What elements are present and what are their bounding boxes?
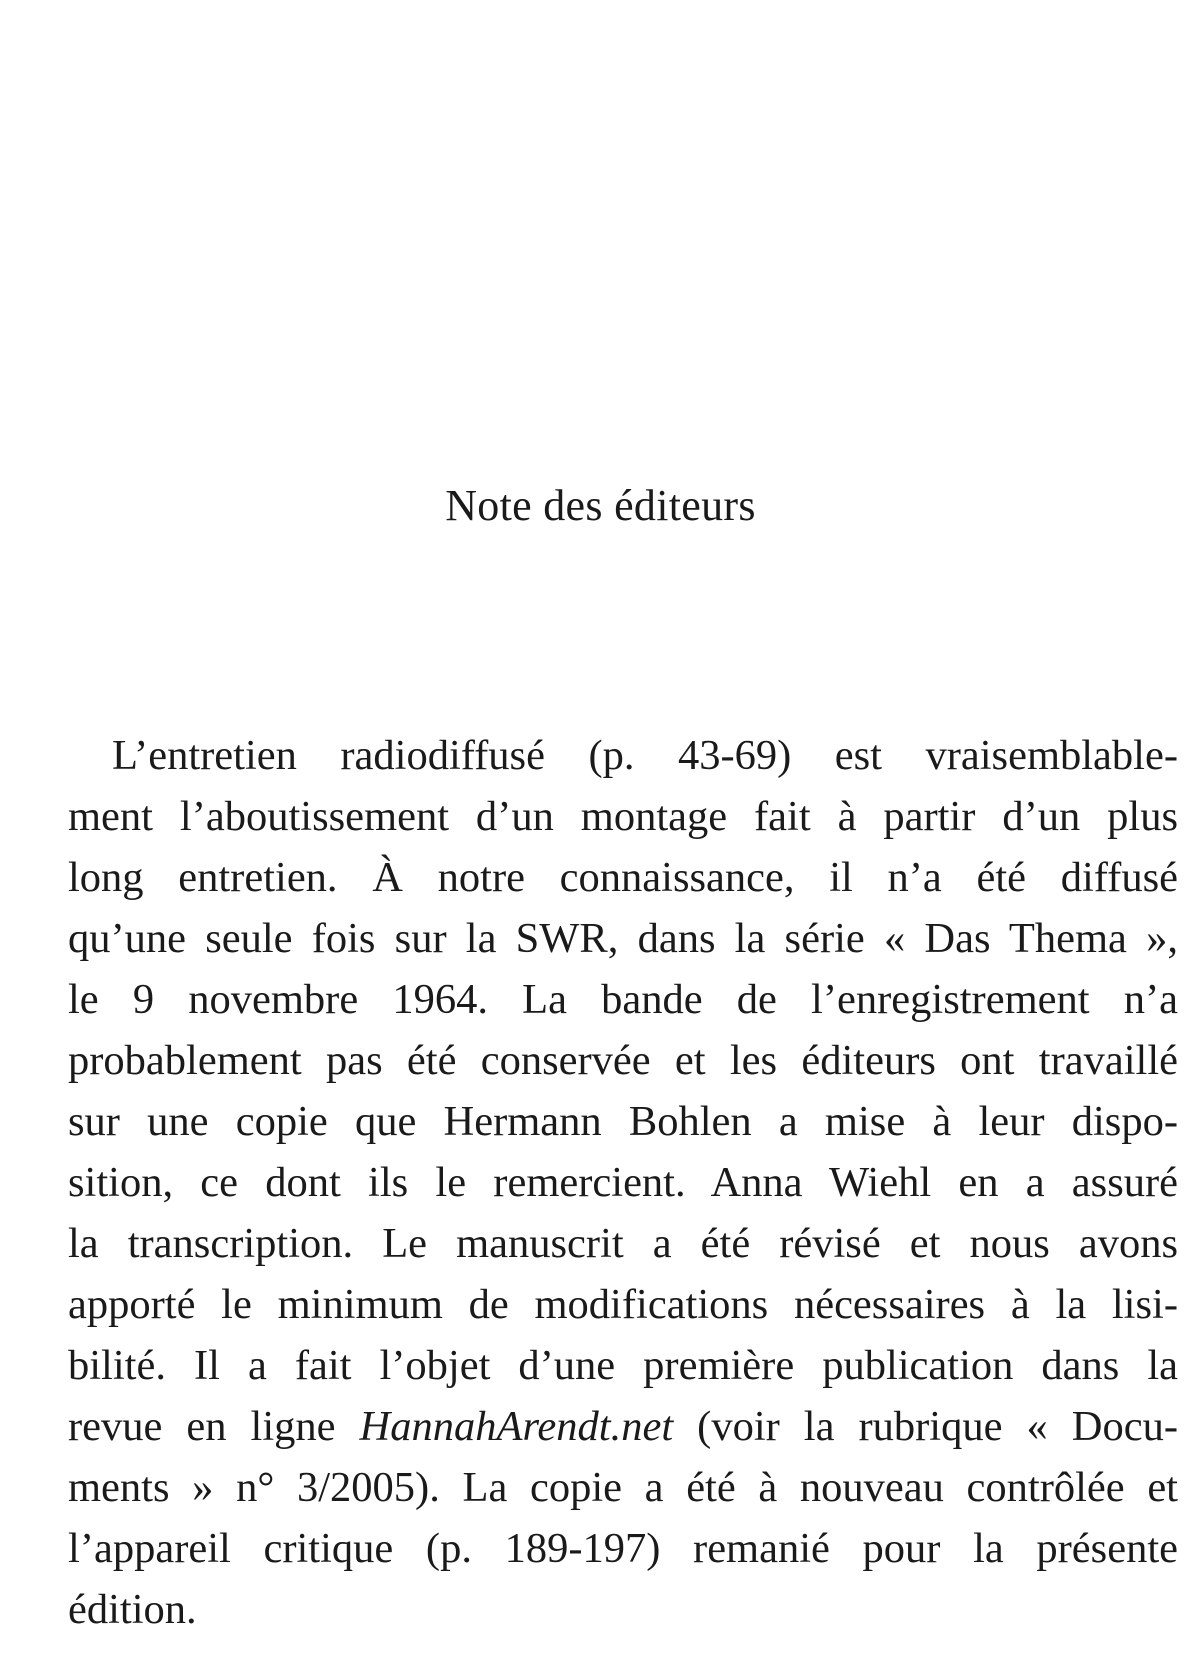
text-line: l’appareil critique (p. 189-197) remanié pour la présente <box>68 1525 1178 1572</box>
text-line: ment l’aboutissement d’un montage fait à partir d’un plus <box>68 793 1178 840</box>
text-line: long entretien. À notre connaissance, il n’a été diffusé <box>68 854 1178 901</box>
text-segment: (voir la rubrique « Docu- <box>673 1403 1178 1450</box>
website-name: HannahArendt.net <box>359 1403 674 1450</box>
text-line: la transcription. Le manuscrit a été révisé et nous avons <box>68 1220 1178 1267</box>
text-segment: revue en ligne <box>68 1403 360 1450</box>
text-line: ments » n° 3/2005). La copie a été à nouveau contrôlée et <box>68 1464 1178 1511</box>
text-line: sition, ce dont ils le remercient. Anna Wiehl en a assuré <box>68 1159 1178 1206</box>
text-line: sur une copie que Hermann Bohlen a mise à leur dispo- <box>68 1098 1178 1145</box>
text-line: probablement pas été conservée et les éditeurs ont travaillé <box>68 1037 1178 1084</box>
text-line: édition. <box>68 1586 197 1633</box>
text-line: le 9 novembre 1964. La bande de l’enregistrement n’a <box>68 976 1178 1023</box>
page-title: Note des éditeurs <box>445 481 756 530</box>
text-line <box>68 1396 1178 1457</box>
editors-note-paragraph <box>68 725 1178 1640</box>
text-line: qu’une seule fois sur la SWR, dans la série « Das Thema », <box>68 915 1178 962</box>
text-line: L’entretien radiodiffusé (p. 43-69) est vraisemblable- <box>112 732 1178 779</box>
text-line: apporté le minimum de modifications nécessaires à la lisi- <box>68 1281 1178 1328</box>
text-line: bilité. Il a fait l’objet d’une première publication dans la <box>68 1342 1178 1389</box>
